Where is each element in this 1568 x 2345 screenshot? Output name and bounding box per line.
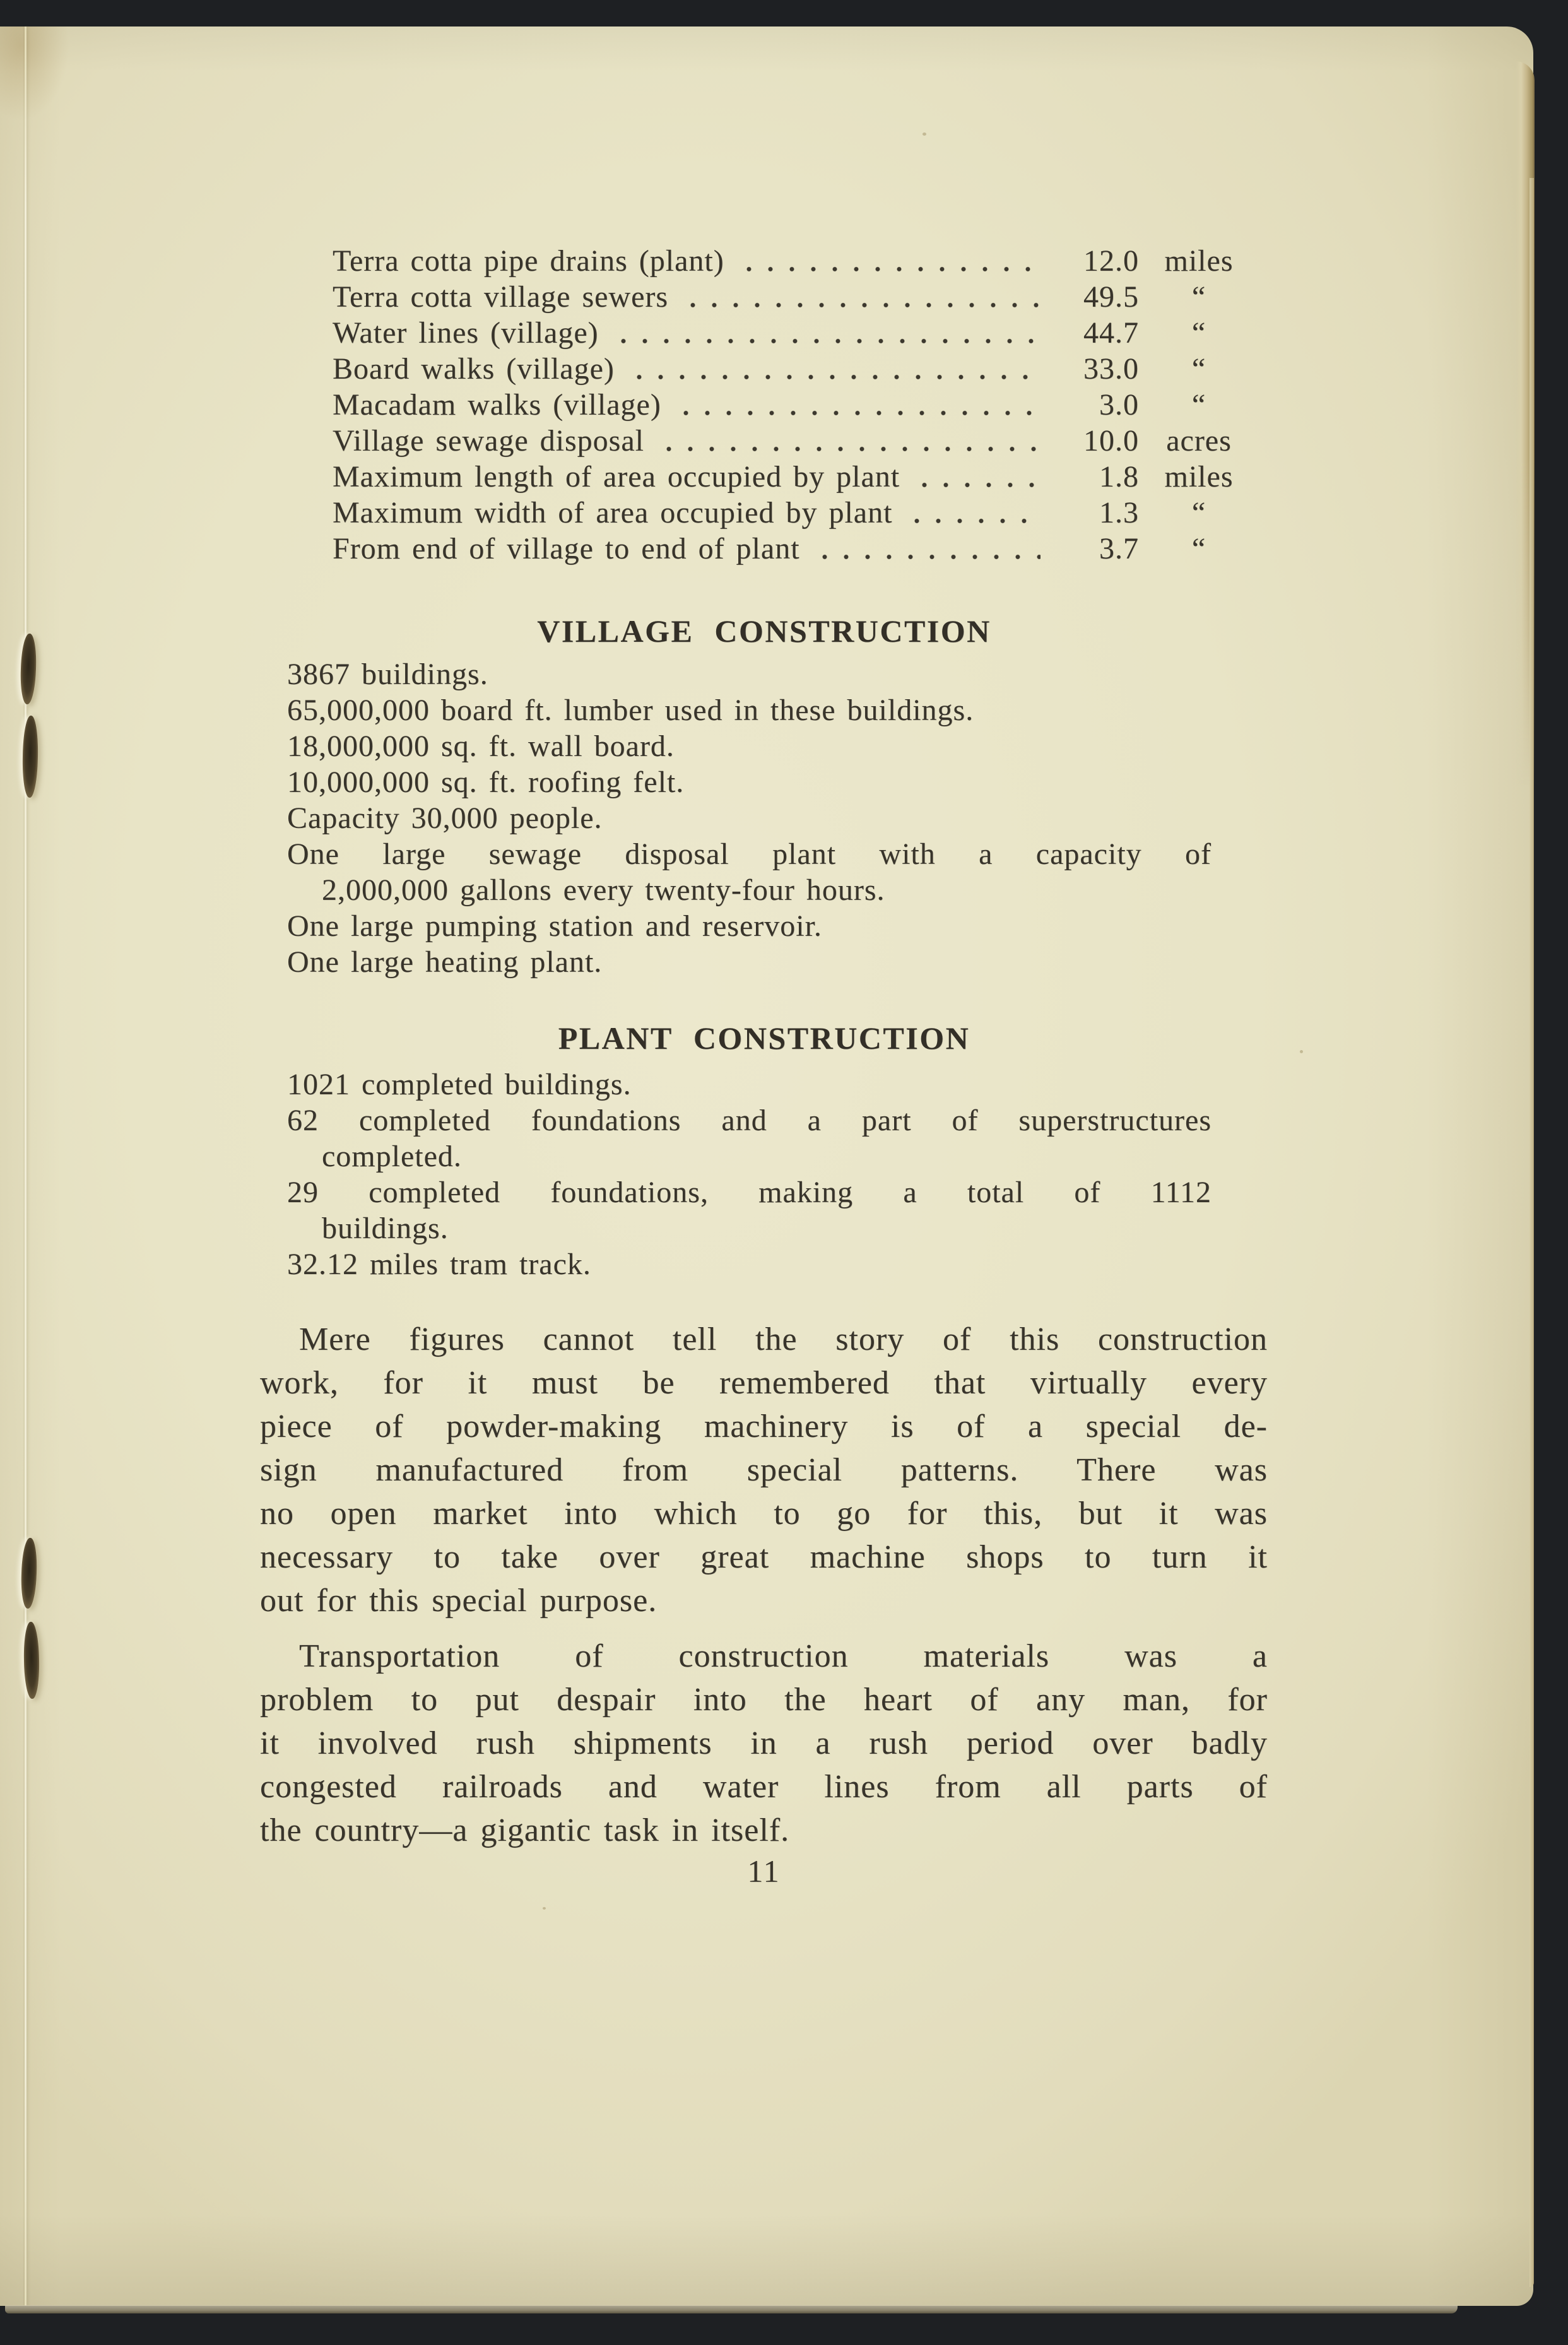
village-construction-list [287,656,1211,980]
stat-unit: miles [1164,460,1234,493]
paragraph-line: the country—a gigantic task in itself. [260,1812,790,1848]
leader-dots [909,459,1040,495]
stat-value: 44.7 [1083,316,1139,350]
stat-value: 33.0 [1083,352,1139,386]
paragraph-line: congested railroads and water lines from all parts of [260,1769,1268,1805]
list-line: 62 completed foundations and a part of superstructures [287,1104,1211,1137]
leader-dots [901,495,1040,531]
binding-crease-line [25,27,27,2306]
stat-label: From end of village to end of plant [333,532,800,565]
plant-construction-heading: PLANT CONSTRUCTION [558,1020,970,1056]
book-page [0,27,1533,2306]
binding-stitch-mark [20,1538,38,1609]
paper-speck [543,1907,546,1910]
stats-row [333,351,1243,387]
stats-row [333,459,1243,495]
binding-stitch-mark [20,634,37,705]
body-paragraph [260,1634,1268,1852]
list-line: 18,000,000 sq. ft. wall board. [287,729,675,763]
stat-value: 3.0 [1099,388,1139,422]
leader-dots [733,243,1040,279]
list-line: completed. [322,1140,462,1173]
list-line: 3867 buildings. [287,658,488,691]
paragraph-line: no open market into which to go for this, but it was [260,1496,1268,1532]
stat-value: 1.8 [1099,460,1139,493]
page-bottom-edge [5,2305,1458,2313]
leader-dots [608,315,1040,351]
stats-row [333,387,1243,423]
stat-label: Terra cotta pipe drains (plant) [333,244,724,278]
stats-row [333,423,1243,459]
list-line: 2,000,000 gallons every twenty-four hours. [322,873,885,907]
list-line: 10,000,000 sq. ft. roofing felt. [287,765,685,799]
stat-label: Water lines (village) [333,316,599,350]
stats-list [333,243,1243,567]
stat-unit: “ [1191,352,1206,386]
paragraph-line: it involved rush shipments in a rush period over badly [260,1725,1268,1761]
list-line: 29 completed foundations, making a total of 1112 [287,1176,1211,1209]
stat-unit: “ [1191,280,1206,314]
leader-dots [670,387,1040,423]
list-line: Capacity 30,000 people. [287,801,603,835]
stat-value: 3.7 [1099,532,1139,565]
page-number: 11 [747,1853,781,1889]
paragraph-line: Mere figures cannot tell the story of this construction [299,1321,1268,1357]
stat-unit: miles [1164,244,1234,278]
corner-smudge [0,27,69,121]
paper-speck [923,133,926,136]
paragraph-line: piece of powder-making machinery is of a special de- [260,1409,1268,1444]
stat-label: Village sewage disposal [333,424,644,458]
stats-row [333,243,1243,279]
paragraph-line: necessary to take over great machine shops to turn it [260,1539,1268,1575]
stat-unit: “ [1191,388,1206,422]
list-line: One large pumping station and reservoir. [287,909,822,943]
leader-dots [677,279,1040,315]
leader-dots [623,351,1040,387]
paragraph-line: work, for it must be remembered that virtually every [260,1365,1268,1401]
list-line: One large heating plant. [287,945,603,979]
stat-label: Maximum length of area occupied by plant [333,460,900,493]
paper-speck [1300,1050,1303,1053]
binding-stitch-mark [22,716,38,798]
stat-value: 12.0 [1083,244,1139,278]
stat-label: Terra cotta village sewers [333,280,669,314]
stat-unit: “ [1191,532,1206,565]
paragraph-line: Transportation of construction materials was a [299,1638,1268,1674]
stats-row [333,315,1243,351]
list-line: 65,000,000 board ft. lumber used in these buildings. [287,694,974,727]
list-line: buildings. [322,1212,449,1245]
stat-label: Macadam walks (village) [333,388,661,422]
paragraph-line: problem to put despair into the heart of any man, for [260,1682,1268,1718]
village-construction-heading: VILLAGE CONSTRUCTION [537,613,991,649]
list-line: 1021 completed buildings. [287,1068,632,1101]
stat-label: Maximum width of area occupied by plant [333,496,893,529]
leader-dots [809,531,1040,567]
list-line: One large sewage disposal plant with a capacity of [287,837,1211,871]
paragraph-line: out for this special purpose. [260,1583,657,1619]
stat-value: 49.5 [1083,280,1139,314]
stat-unit: “ [1191,496,1206,529]
stats-row [333,531,1243,567]
page-right-edge [1530,178,1534,2287]
stat-unit: “ [1191,316,1206,350]
stat-label: Board walks (village) [333,352,615,386]
paragraph-line: sign manufactured from special patterns. There was [260,1452,1268,1488]
body-paragraph [260,1318,1268,1622]
stats-row [333,279,1243,315]
stats-row [333,495,1243,531]
list-line: 32.12 miles tram track. [287,1248,591,1281]
stat-unit: acres [1166,424,1232,458]
stat-value: 1.3 [1099,496,1139,529]
stat-value: 10.0 [1083,424,1139,458]
leader-dots [653,423,1040,459]
plant-construction-list [287,1066,1211,1282]
